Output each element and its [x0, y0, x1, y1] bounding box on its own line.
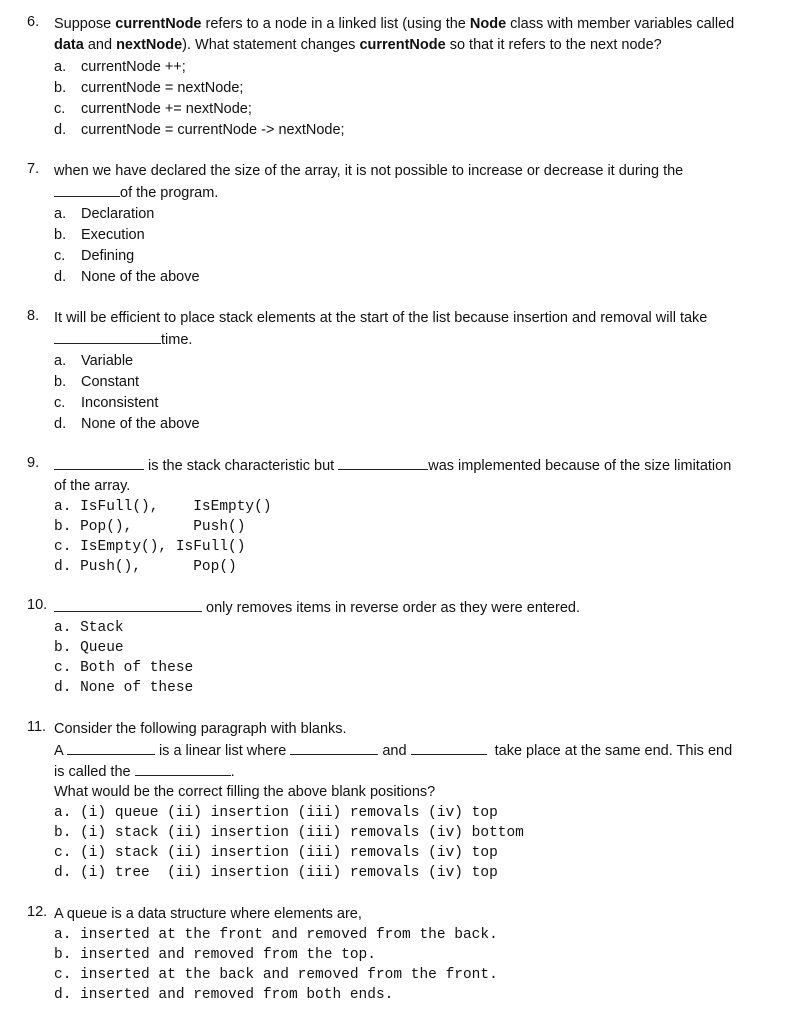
option-a: [54, 925, 498, 945]
option-text: (i) tree (ii) insertion (iii) removals (iv) top: [80, 865, 498, 881]
option-c: [54, 537, 245, 557]
option-b: [54, 638, 124, 658]
answer-blank: [54, 597, 202, 612]
text-fragment: and: [382, 743, 407, 759]
option-letter: a.: [54, 620, 72, 636]
text-fragment: only removes items in reverse order as they were entered.: [206, 600, 580, 616]
answer-blank: [54, 329, 161, 344]
text-fragment: ). What statement changes: [182, 37, 360, 53]
option-text: inserted and removed from the top.: [80, 947, 376, 963]
option-text: (i) queue (ii) insertion (iii) removals (iv) top: [80, 805, 498, 821]
question-number: 8.: [27, 308, 40, 324]
option-letter: b.: [54, 227, 67, 243]
option-text: currentNode = nextNode;: [81, 80, 244, 96]
question-text-line-2: [54, 740, 732, 761]
option-text: inserted at the back and removed from the front.: [80, 967, 498, 983]
option-letter: d.: [54, 416, 67, 432]
option-d: [54, 414, 200, 434]
answer-blank: [338, 455, 428, 470]
option-text: IsEmpty(), IsFull(): [80, 539, 246, 555]
question-text-line-1: when we have declared the size of the array, it is not possible to increase or decrease it during the: [54, 163, 684, 179]
answer-blank: [135, 761, 231, 776]
option-b: [54, 78, 243, 98]
option-text: inserted and removed from both ends.: [80, 987, 394, 1003]
question-number: 12.: [27, 904, 48, 920]
option-d: [54, 863, 498, 883]
question-number: 6.: [27, 14, 40, 30]
answer-blank: [411, 740, 487, 755]
option-text: currentNode = currentNode -> nextNode;: [81, 122, 345, 138]
option-letter: b.: [54, 825, 72, 841]
option-letter: a.: [54, 353, 67, 369]
option-a: [54, 618, 124, 638]
option-text: currentNode += nextNode;: [81, 101, 252, 117]
option-text: Both of these: [80, 660, 194, 676]
option-letter: c.: [54, 248, 66, 264]
question-number: 10.: [27, 597, 48, 613]
option-letter: a.: [54, 927, 72, 943]
option-text: None of the above: [81, 416, 200, 432]
question-number: 11.: [27, 719, 47, 735]
option-d: [54, 985, 393, 1005]
option-c: [54, 658, 193, 678]
option-letter: c.: [54, 845, 72, 861]
option-text: Push(), Pop(): [80, 559, 237, 575]
option-text: Defining: [81, 248, 135, 264]
text-fragment: is called the: [54, 764, 131, 780]
option-c: [54, 965, 498, 985]
question-text-line-1: A queue is a data structure where elements are,: [54, 906, 362, 922]
option-text: Inconsistent: [81, 395, 159, 411]
question-text-line-2: [54, 329, 192, 350]
question-number: 9.: [27, 455, 40, 471]
answer-blank: [54, 455, 144, 470]
option-c: [54, 246, 134, 266]
text-fragment: of the program.: [120, 185, 219, 201]
question-text-line-1: [54, 14, 734, 34]
question-number: 7.: [27, 161, 40, 177]
text-fragment: refers to a node in a linked list (using the: [201, 16, 470, 32]
option-letter: a.: [54, 805, 72, 821]
option-letter: c.: [54, 967, 72, 983]
option-letter: d.: [54, 269, 67, 285]
option-text: Variable: [81, 353, 134, 369]
bold-term: currentNode: [359, 37, 446, 53]
option-text: Constant: [81, 374, 140, 390]
option-text: None of the above: [81, 269, 200, 285]
option-text: currentNode ++;: [81, 59, 186, 75]
text-fragment: A: [54, 743, 63, 759]
option-text: Stack: [80, 620, 124, 636]
option-text: (i) stack (ii) insertion (iii) removals (iv) top: [80, 845, 498, 861]
option-letter: d.: [54, 987, 72, 1003]
option-c: [54, 99, 252, 119]
option-text: Queue: [80, 640, 124, 656]
bold-term: Node: [469, 16, 507, 32]
option-letter: b.: [54, 374, 67, 390]
option-letter: b.: [54, 80, 67, 96]
question-text-line-1: It will be efficient to place stack elements at the start of the list because insertion and removal will take: [54, 310, 708, 326]
option-letter: a.: [54, 206, 67, 222]
text-fragment: time.: [161, 332, 193, 348]
option-letter: c.: [54, 660, 72, 676]
question-text-line-3: [54, 761, 235, 782]
question-text-line-1: [54, 597, 580, 618]
option-d: [54, 267, 200, 287]
bold-term: data: [54, 37, 84, 53]
option-text: Declaration: [81, 206, 155, 222]
option-letter: d.: [54, 122, 67, 138]
answer-blank: [67, 740, 155, 755]
text-fragment: so that it refers to the next node?: [445, 37, 662, 53]
option-text: inserted at the front and removed from the back.: [80, 927, 498, 943]
question-text-line-2: [54, 35, 662, 55]
option-text: Execution: [81, 227, 145, 243]
option-letter: a.: [54, 499, 72, 515]
text-fragment: .: [230, 764, 235, 780]
option-c: [54, 393, 158, 413]
question-text-line-4: What would be the correct filling the above blank positions?: [54, 784, 436, 800]
text-fragment: is the stack characteristic but: [148, 458, 335, 474]
option-letter: b.: [54, 640, 72, 656]
option-d: [54, 557, 237, 577]
bold-term: currentNode: [115, 16, 202, 32]
option-b: [54, 945, 376, 965]
option-letter: d.: [54, 559, 72, 575]
option-letter: d.: [54, 680, 72, 696]
bold-term: nextNode: [116, 37, 183, 53]
option-letter: c.: [54, 395, 66, 411]
option-b: [54, 823, 524, 843]
option-letter: b.: [54, 519, 72, 535]
option-a: [54, 803, 498, 823]
text-fragment: take place at the same end. This end: [494, 743, 733, 759]
option-text: IsFull(), IsEmpty(): [80, 499, 272, 515]
option-letter: d.: [54, 865, 72, 881]
option-b: [54, 372, 139, 392]
answer-blank: [54, 182, 120, 197]
text-fragment: class with member variables called: [506, 16, 735, 32]
option-a: [54, 57, 186, 77]
text-fragment: is a linear list where: [158, 743, 287, 759]
option-b: [54, 225, 145, 245]
option-letter: c.: [54, 539, 72, 555]
option-letter: b.: [54, 947, 72, 963]
question-text-line-2: of the array.: [54, 478, 131, 494]
option-text: None of these: [80, 680, 194, 696]
option-letter: c.: [54, 101, 66, 117]
question-text-line-1: Consider the following paragraph with blanks.: [54, 721, 347, 737]
option-text: Pop(), Push(): [80, 519, 246, 535]
answer-blank: [290, 740, 378, 755]
option-b: [54, 517, 245, 537]
question-text-line-2: [54, 182, 218, 203]
option-a: [54, 204, 154, 224]
option-text: (i) stack (ii) insertion (iii) removals (iv) bottom: [80, 825, 524, 841]
option-c: [54, 843, 498, 863]
option-a: [54, 351, 133, 371]
text-fragment: Suppose: [54, 16, 116, 32]
text-fragment: and: [83, 37, 117, 53]
option-a: [54, 497, 272, 517]
option-d: [54, 120, 345, 140]
question-text-line-1: [54, 455, 731, 476]
option-d: [54, 678, 193, 698]
text-fragment: was implemented because of the size limitation: [428, 458, 732, 474]
option-letter: a.: [54, 59, 67, 75]
